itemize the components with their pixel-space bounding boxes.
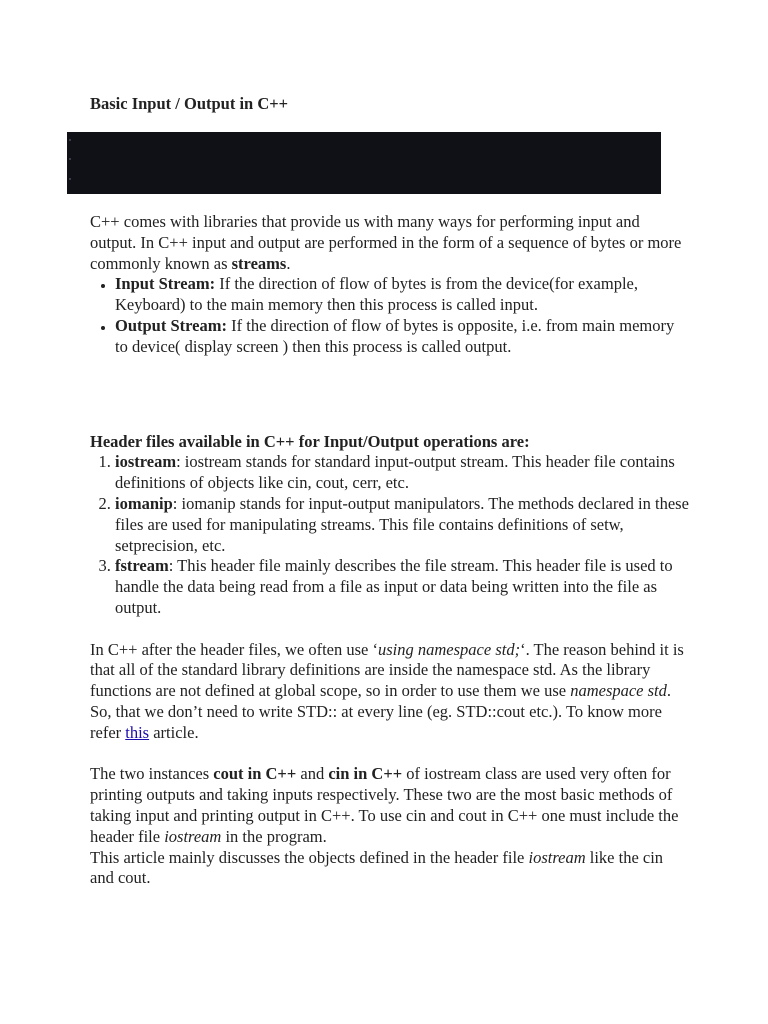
list-item: 2. iomanip: iomanip stands for input-output manipulators. The methods declared in these files are used for manipulating streams. This file contains definitions of setw, setprecision, etc. xyxy=(115,494,690,556)
instances-paragraph: The two instances cout in C++ and cin in C++ of iostream class are used very often for printing outputs and taking inputs respectively. These two are the most basic methods of taking input and printing output in C++. To use cin and cout in C++ one must include the header file iostream in the program. xyxy=(90,764,679,846)
banner-bullet-icon xyxy=(69,178,71,180)
namespace-paragraph: In C++ after the header files, we often use ‘using namespace std;‘. The reason behind it is that all of the standard library definitions are inside the namespace std. As the library functions are not defined at global scope, so in order to use them we use namespace std. So, that we don’t need to write STD:: at every line (eg. STD::cout etc.). To know more refer this article. xyxy=(90,639,684,742)
stream-types-list xyxy=(90,274,690,357)
list-item: 1. iostream: iostream stands for standard input-output stream. This header file contains definitions of objects like cin, cout, cerr, etc. xyxy=(115,452,690,494)
list-item: 3. fstream: This header file mainly describes the file stream. This header file is used to handle the data being read from a file as input or data being written into the file as output. xyxy=(115,556,690,618)
code-banner xyxy=(67,132,661,194)
list-item: • Output Stream: If the direction of flow of bytes is opposite, i.e. from main memory to device( display screen ) then this process is called output. xyxy=(115,316,690,358)
banner-bullet-icon xyxy=(69,139,71,141)
list-item: • Input Stream: If the direction of flow of bytes is from the device(for example, Keyboard) to the main memory then this process is called input. xyxy=(115,274,690,316)
article-body xyxy=(90,212,690,889)
final-paragraph: This article mainly discusses the objects defined in the header file iostream like the cin and cout. xyxy=(90,847,664,888)
header-files-list xyxy=(90,452,690,618)
page-title: Basic Input / Output in C++ xyxy=(90,94,289,113)
streams-term: streams xyxy=(231,253,287,273)
this-article-link[interactable]: this xyxy=(125,722,150,742)
intro-paragraph: C++ comes with libraries that provide us with many ways for performing input and output. In C++ input and output are performed in the form of a sequence of bytes or more commonly known as streams. xyxy=(90,212,682,273)
section-heading: Header files available in C++ for Input/Output operations are: xyxy=(90,431,530,451)
banner-bullet-icon xyxy=(69,158,71,160)
